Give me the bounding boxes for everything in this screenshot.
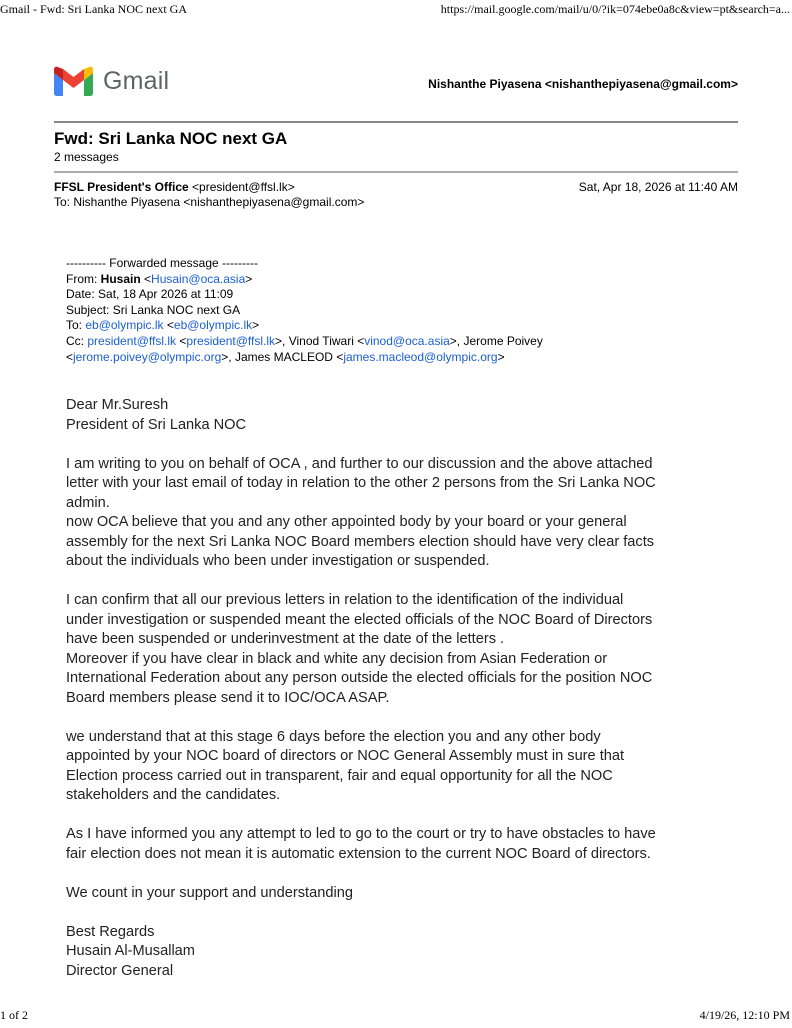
print-page-url: https://mail.google.com/mail/u/0/?ik=074ebe0a8c&view=pt&search=a... bbox=[440, 2, 790, 16]
body-line: As I have informed you any attempt to led to go to the court or try to have obstacles to have bbox=[66, 826, 656, 842]
paragraph-4 bbox=[66, 825, 736, 864]
body-line: have been suspended or underinvestment at the date of the letters . bbox=[66, 631, 505, 647]
page-number: 1 of 2 bbox=[0, 1008, 28, 1022]
cc-label: Cc: bbox=[66, 333, 88, 348]
gmail-wordmark: Gmail bbox=[103, 66, 170, 95]
forwarded-divider: ---------- Forwarded message --------- bbox=[66, 256, 258, 270]
divider bbox=[54, 171, 738, 173]
cc-name-3: Jerome Poivey bbox=[463, 333, 543, 348]
body-line: Moreover if you have clear in black and white any decision from Asian Federation or bbox=[66, 650, 608, 667]
to-link[interactable]: eb@olympic.lk bbox=[85, 318, 164, 333]
from-label: From: bbox=[66, 271, 101, 286]
forwarded-date: Date: Sat, 18 Apr 2026 at 11:09 bbox=[66, 287, 234, 302]
print-footer bbox=[0, 1008, 792, 1028]
paragraph-1 bbox=[66, 455, 736, 572]
paragraph-3 bbox=[66, 728, 736, 806]
body-line: Best Regards bbox=[66, 923, 155, 940]
body-line: I can confirm that all our previous letters in relation to the identification of the individual bbox=[66, 592, 624, 608]
forwarded-subject: Subject: Sri Lanka NOC next GA bbox=[66, 302, 241, 317]
print-page-title: Gmail - Fwd: Sri Lanka NOC next GA bbox=[0, 2, 187, 16]
cc-name-4: James MACLEOD bbox=[234, 349, 333, 364]
cc-email-link-2[interactable]: vinod@oca.asia bbox=[364, 333, 450, 348]
greeting bbox=[66, 396, 736, 435]
forwarded-from: From: Husain <Husain@oca.asia> bbox=[66, 271, 253, 286]
header-row bbox=[54, 66, 738, 100]
from-email-link[interactable]: Husain@oca.asia bbox=[151, 271, 246, 286]
cc-email-link-3[interactable]: jerome.poivey@olympic.org bbox=[73, 349, 222, 364]
body-line: under investigation or suspended meant the elected officials of the NOC Board of Directors bbox=[66, 611, 653, 628]
body-line: Dear Mr.Suresh bbox=[66, 397, 169, 413]
forwarded-cc: Cc: president@ffsl.lk <president@ffsl.lk>, Vinod Tiwari <vinod@oca.asia>, Jerome Poivey bbox=[66, 333, 543, 348]
forwarded-header bbox=[66, 256, 543, 365]
account-name: Nishanthe Piyasena <nishanthepiyasena@gmail.com> bbox=[428, 77, 738, 91]
message-date: Sat, Apr 18, 2026 at 11:40 AM bbox=[578, 180, 738, 194]
body-line: admin. bbox=[66, 494, 110, 511]
cc-name-2: Vinod Tiwari bbox=[288, 333, 354, 348]
to-email-link[interactable]: eb@olympic.lk bbox=[173, 318, 253, 333]
body-line: Husain Al-Musallam bbox=[66, 943, 195, 959]
body-line: letter with your last email of today in relation to the other 2 persons from the Sri Lanka NOC bbox=[66, 475, 656, 491]
body-line: about the individuals who been under investigation or suspended. bbox=[66, 553, 490, 569]
to-label: To: bbox=[66, 318, 86, 333]
print-timestamp: 4/19/26, 12:10 PM bbox=[699, 1008, 790, 1022]
cc-email-link-4[interactable]: james.macleod@olympic.org bbox=[343, 349, 498, 364]
message-recipient: To: Nishanthe Piyasena <nishanthepiyasena@gmail.com> bbox=[54, 195, 365, 209]
message-body bbox=[66, 396, 736, 1001]
cc-email-link-1[interactable]: president@ffsl.lk bbox=[186, 333, 276, 348]
body-line: stakeholders and the candidates. bbox=[66, 787, 281, 803]
body-line: International Federation about any person outside the elected officials for the position NOC bbox=[66, 670, 653, 686]
body-line: we understand that at this stage 6 days before the election you and any other body bbox=[66, 728, 601, 745]
message-count: 2 messages bbox=[54, 150, 119, 164]
gmail-m-icon bbox=[54, 66, 93, 96]
body-line: Director General bbox=[66, 962, 174, 979]
body-line: President of Sri Lanka NOC bbox=[66, 416, 247, 433]
body-line: assembly for the next Sri Lanka NOC Board members election should have very clear facts bbox=[66, 533, 655, 550]
print-header bbox=[0, 2, 792, 22]
divider bbox=[54, 121, 738, 123]
body-line: appointed by your NOC board of directors or NOC General Assembly must in sure that bbox=[66, 748, 625, 764]
from-name: Husain bbox=[100, 271, 141, 286]
paragraph-2 bbox=[66, 591, 736, 708]
forwarded-cc-cont: <jerome.poivey@olympic.org>, James MACLEOD <james.macleod@olympic.org> bbox=[66, 349, 505, 364]
body-line: We count in your support and understanding bbox=[66, 884, 353, 901]
gmail-logo bbox=[54, 66, 169, 96]
body-line: now OCA believe that you and any other appointed body by your board or your general bbox=[66, 514, 627, 530]
body-line: I am writing to you on behalf of OCA , and further to our discussion and the above attached bbox=[66, 455, 653, 472]
body-line: Election process carried out in transparent, fair and equal opportunity for all the NOC bbox=[66, 767, 613, 784]
thread-subject: Fwd: Sri Lanka NOC next GA bbox=[54, 129, 288, 148]
sender-name: FFSL President's Office bbox=[54, 180, 189, 194]
body-line: fair election does not mean it is automatic extension to the current NOC Board of directors. bbox=[66, 845, 651, 862]
body-line: Board members please send it to IOC/OCA ASAP. bbox=[66, 689, 390, 706]
sender-email: <president@ffsl.lk> bbox=[192, 180, 295, 194]
cc-link-1[interactable]: president@ffsl.lk bbox=[87, 333, 177, 348]
signature bbox=[66, 923, 736, 982]
forwarded-to: To: eb@olympic.lk <eb@olympic.lk> bbox=[66, 318, 260, 333]
paragraph-5 bbox=[66, 884, 736, 904]
message-sender bbox=[54, 180, 295, 194]
